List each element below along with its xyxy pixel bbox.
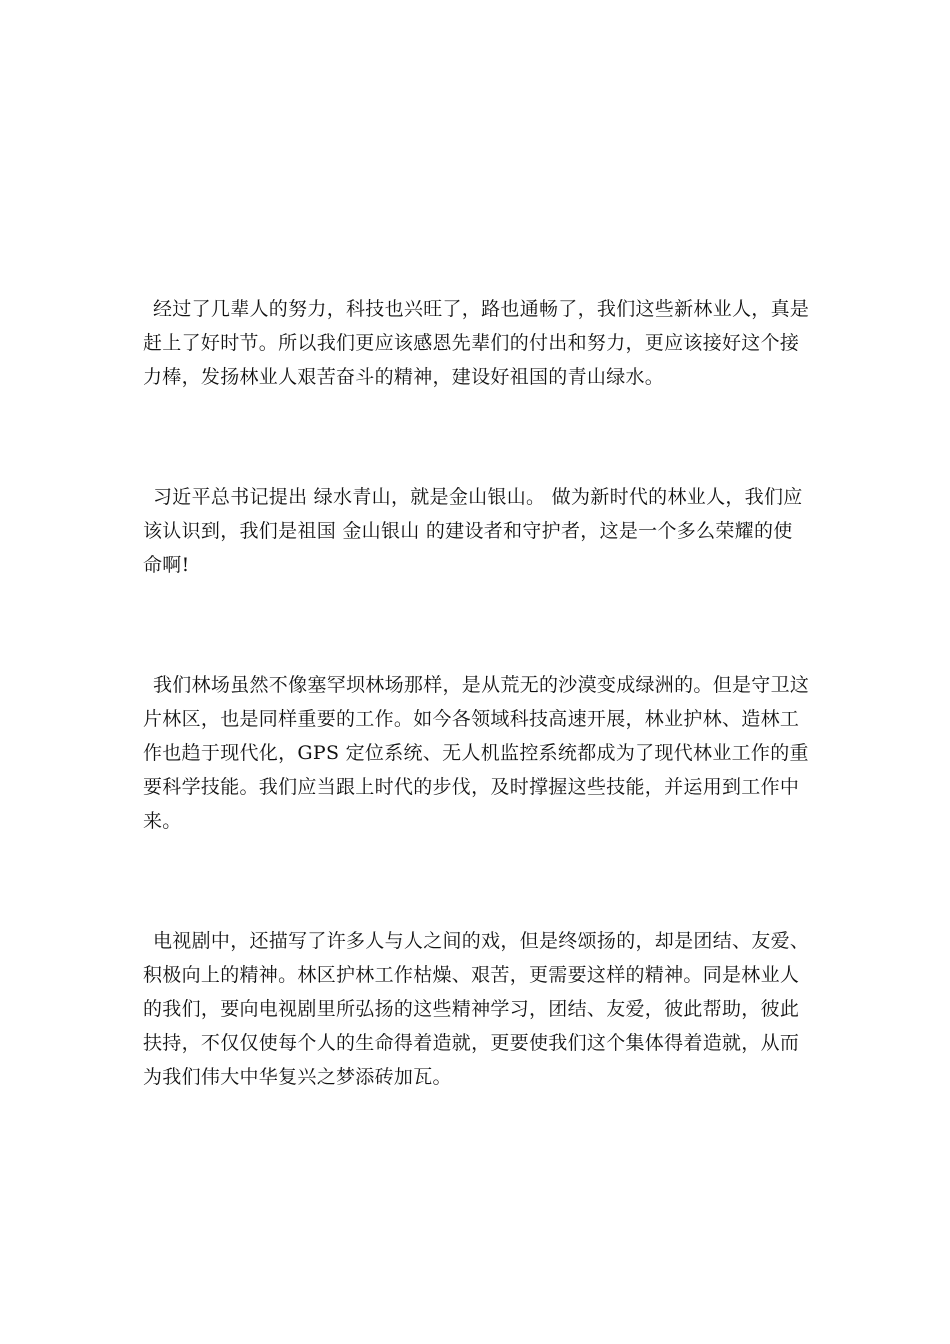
paragraph-3 [143, 668, 813, 838]
paragraph-line: 的我们，要向电视剧里所弘扬的这些精神学习，团结、友爱，彼此帮助，彼此 [143, 998, 800, 1020]
paragraph-line: 积极向上的精神。林区护林工作枯燥、艰苦，更需要这样的精神。同是林业人 [143, 964, 800, 986]
paragraph-line: 力棒，发扬林业人艰苦奋斗的精神，建设好祖国的青山绿水。 [143, 366, 665, 388]
paragraph-line: 为我们伟大中华复兴之梦添砖加瓦。 [143, 1066, 452, 1088]
paragraph-line: 作也趋于现代化，GPS 定位系统、无人机监控系统都成为了现代林业工作的重 [143, 742, 809, 764]
paragraph-2 [143, 480, 813, 582]
paragraph-line: 要科学技能。我们应当跟上时代的步伐，及时撑握这些技能，并运用到工作中 [143, 776, 800, 798]
paragraph-line: 电视剧中，还描写了许多人与人之间的戏，但是终颂扬的，却是团结、友爱、 [153, 930, 810, 952]
paragraph-line: 来。 [143, 810, 182, 832]
paragraph-line: 该认识到，我们是祖国 金山银山 的建设者和守护者，这是一个多么荣耀的使 [143, 520, 793, 542]
paragraph-line: 习近平总书记提出 绿水青山，就是金山银山。 做为新时代的林业人，我们应 [153, 486, 803, 508]
paragraph-line: 经过了几辈人的努力，科技也兴旺了，路也通畅了，我们这些新林业人，真是 [153, 298, 810, 320]
paragraph-4 [143, 924, 813, 1094]
paragraph-line: 片林区，也是同样重要的工作。如今各领域科技高速开展，林业护林、造林工 [143, 708, 800, 730]
paragraph-line: 命啊! [143, 554, 190, 576]
paragraph-1 [143, 292, 813, 394]
paragraph-line: 赶上了好时节。所以我们更应该感恩先辈们的付出和努力，更应该接好这个接 [143, 332, 800, 354]
paragraph-line: 扶持，不仅仅使每个人的生命得着造就，更要使我们这个集体得着造就，从而 [143, 1032, 800, 1054]
document-body [143, 292, 813, 1094]
paragraph-line: 我们林场虽然不像塞罕坝林场那样，是从荒无的沙漠变成绿洲的。但是守卫这 [153, 674, 810, 696]
